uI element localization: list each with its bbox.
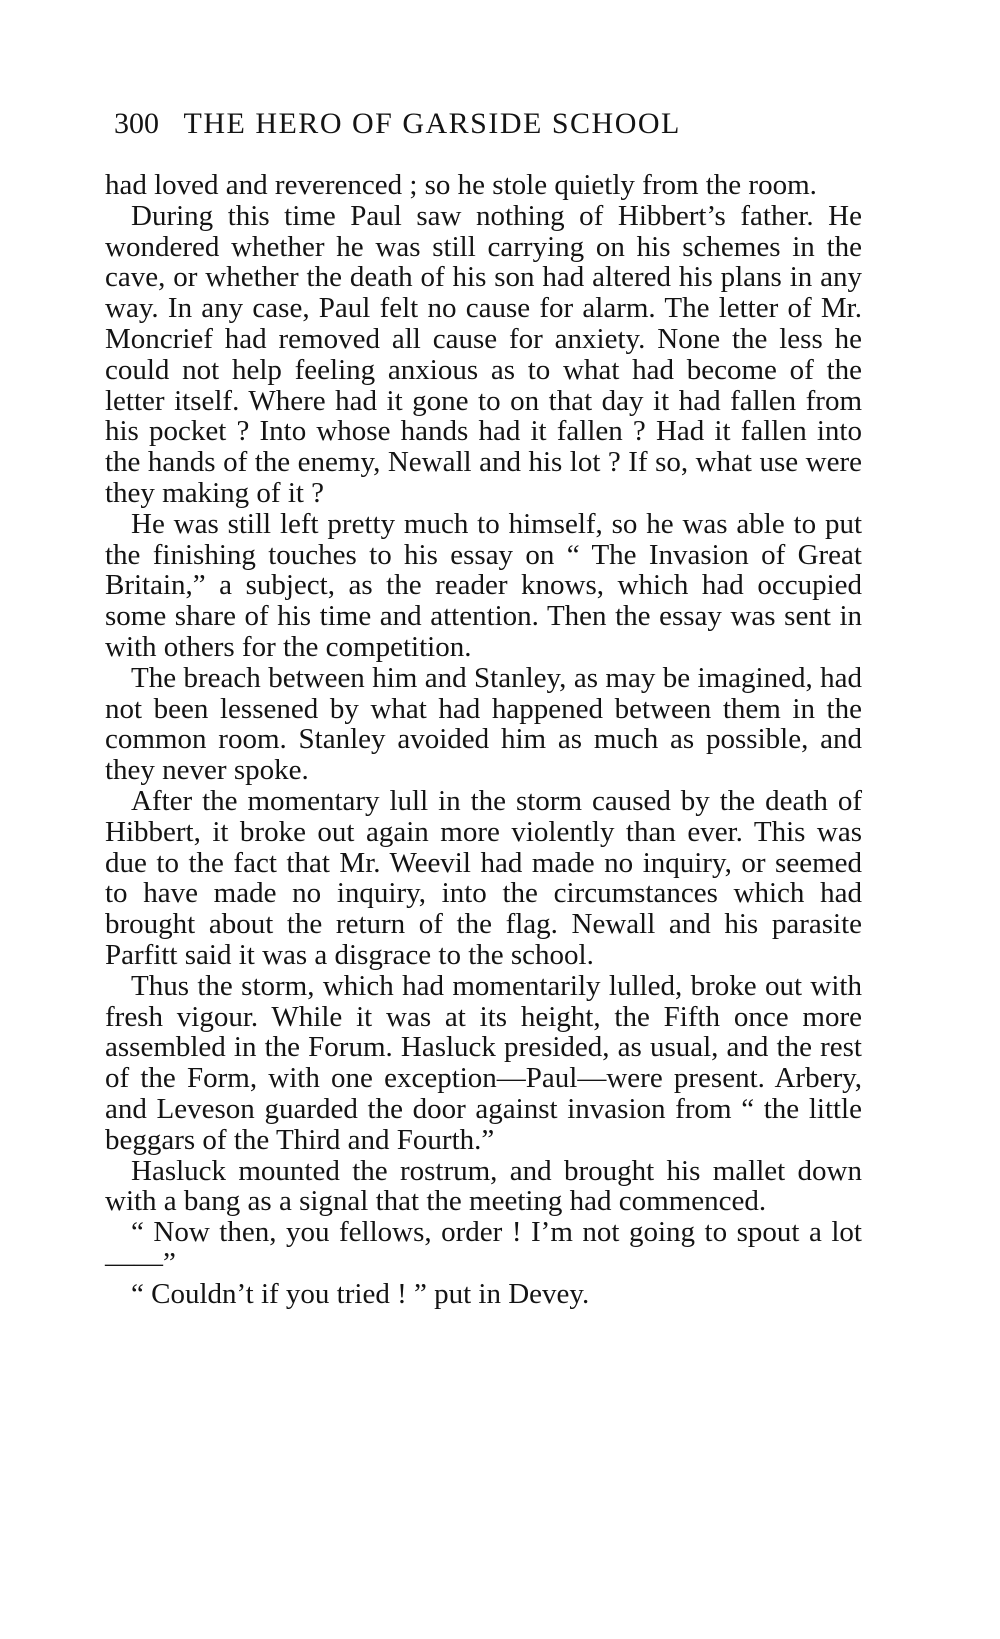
- paragraph: “ Couldn’t if you tried ! ” put in Devey.: [131, 1277, 590, 1310]
- paragraph: “ Now then, you fellows, order ! I’m not going to spout a lot——”: [105, 1216, 862, 1279]
- page-number: 300: [114, 107, 159, 140]
- paragraph: Hasluck mounted the rostrum, and brought his mallet down with a bang as a signal that the meeting had commenced.: [105, 1154, 862, 1218]
- paragraph: During this time Paul saw nothing of Hibbert’s father. He wondered whether he was still carrying on his schemes in the cave, or whether the death of his son had altered his plans in any way. In any case, Paul felt no cause for alarm. The letter of Mr. Moncrief had removed all cause for anxiety. None the less he could not help feeling anxious as to what had become of the letter itself. Where had it gone to on that day it had fallen from his pocket ? Into whose hands had it fallen ? Had it fallen into the hands of the enemy, Newall and his lot ? If so, what use were they making of it ?: [105, 199, 862, 509]
- paragraph-continued: had loved and reverenced ; so he stole quietly from the room.: [105, 169, 817, 201]
- paragraph: The breach between him and Stanley, as may be imagined, had not been lessened by what had happened between them in the common room. Stanley avoided him as much as possible, and they never spoke.: [105, 661, 862, 787]
- body-text: [105, 170, 862, 1309]
- page-header: [114, 104, 894, 144]
- running-title: THE HERO OF GARSIDE SCHOOL: [183, 107, 681, 140]
- paragraph: After the momentary lull in the storm caused by the death of Hibbert, it broke out again more violently than ever. This was due to the fact that Mr. Weevil had made no inquiry, or seemed to have made no inquiry, into the circumstances which had brought about the return of the flag. Newall and his parasite Parfitt said it was a disgrace to the school.: [105, 784, 862, 971]
- paragraph: He was still left pretty much to himself, so he was able to put the finishing touches to his essay on “ The Invasion of Great Britain,” a subject, as the reader knows, which had occupied some share of his time and attention. Then the essay was sent in with others for the competition.: [105, 507, 862, 663]
- paragraph: Thus the storm, which had momentarily lulled, broke out with fresh vigour. While it was at its height, the Fifth once more assembled in the Forum. Hasluck presided, as usual, and the rest of the Form, with one exception—Paul—were present. Arbery, and Leveson guarded the door against invasion from “ the little beggars of the Third and Fourth.”: [105, 969, 862, 1156]
